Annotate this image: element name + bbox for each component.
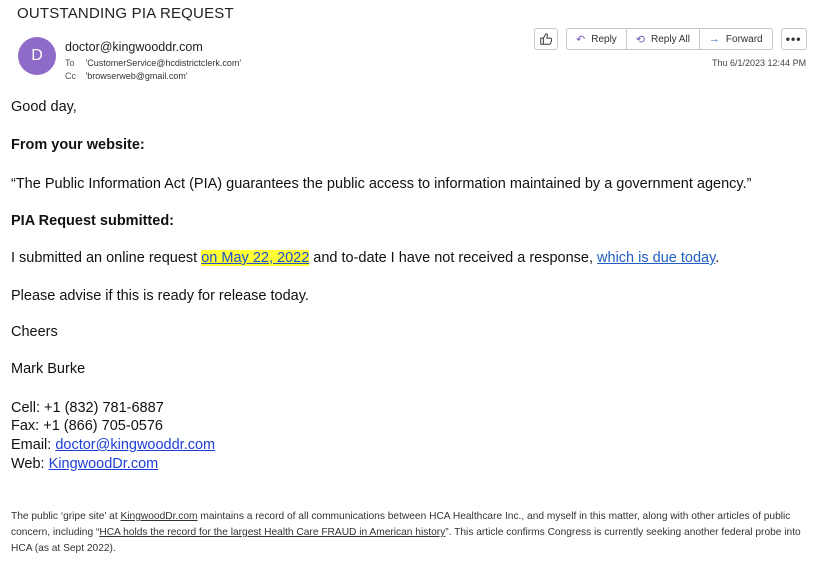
request-date-link[interactable]: on May 22, 2022	[201, 250, 310, 266]
request-line-prefix: I submitted an online request	[11, 250, 202, 266]
heading-pia-request: PIA Request submitted:	[11, 213, 175, 229]
signature-web-link[interactable]: KingwoodDr.com	[48, 456, 159, 472]
footer-article-link[interactable]: HCA holds the record for the largest Health Care FRAUD in American history	[99, 527, 446, 538]
more-actions-button[interactable]: •••	[781, 28, 807, 50]
footer-text-2: maintains a record of all communications between HCA Healthcare Inc., and myself in this matter, along with other articles of public concern, including “	[11, 511, 791, 538]
footer-text-1: The public ‘gripe site’ at	[11, 511, 121, 522]
like-button[interactable]	[534, 28, 558, 50]
footer-disclaimer	[11, 509, 807, 557]
to-label: To	[65, 58, 75, 68]
request-line-suffix: .	[715, 250, 720, 266]
cc-address[interactable]: 'browserweb@gmail.com'	[85, 71, 188, 81]
footer-text-3: ”. This article confirms Congress is currently seeking another federal probe into HCA (as at Sept 2022).	[11, 527, 801, 554]
to-recipients	[65, 58, 241, 68]
cc-label: Cc	[65, 71, 76, 81]
email-subject: OUTSTANDING PIA REQUEST	[17, 5, 234, 22]
signature-email-link[interactable]: doctor@kingwooddr.com	[55, 437, 216, 453]
footer-site-link[interactable]: KingwoodDr.com	[120, 511, 198, 522]
forward-button[interactable]	[700, 29, 772, 49]
message-actions	[534, 28, 807, 50]
reply-all-icon: ⟲	[635, 33, 646, 46]
website-quote: “The Public Information Act (PIA) guarantees the public access to information maintained by a government agency.”	[11, 176, 752, 192]
reply-all-button[interactable]	[627, 29, 700, 49]
greeting: Good day,	[11, 99, 77, 115]
reply-icon: ↶	[576, 33, 586, 46]
reply-label: Reply	[591, 33, 617, 45]
closing: Cheers	[11, 324, 58, 340]
web-label: Web:	[11, 456, 49, 472]
request-line-middle: and to-date I have not received a response,	[309, 250, 598, 266]
signature-email	[11, 436, 215, 454]
signature-cell: Cell: +1 (832) 781-6887	[11, 400, 164, 416]
sender-address[interactable]: doctor@kingwooddr.com	[65, 40, 203, 54]
heading-from-website: From your website:	[11, 137, 145, 153]
reply-button[interactable]	[567, 29, 627, 49]
advise-line: Please advise if this is ready for release today.	[11, 288, 309, 304]
sender-avatar[interactable]: D	[18, 37, 56, 75]
request-line	[11, 249, 719, 267]
reply-all-label: Reply All	[651, 33, 690, 45]
signature-web	[11, 455, 158, 473]
sent-datetime: Thu 6/1/2023 12:44 PM	[712, 58, 807, 68]
forward-icon: →	[708, 33, 720, 45]
thumbs-up-icon	[539, 32, 553, 46]
due-today-link[interactable]: which is due today	[597, 250, 716, 266]
signature-fax: Fax: +1 (866) 705-0576	[11, 418, 163, 434]
cc-recipients	[65, 71, 188, 81]
to-address[interactable]: 'CustomerService@hcdistrictclerk.com'	[85, 58, 242, 68]
reply-button-group	[566, 28, 773, 50]
email-label: Email:	[11, 437, 56, 453]
signature-name: Mark Burke	[11, 361, 86, 377]
forward-label: Forward	[725, 33, 763, 45]
